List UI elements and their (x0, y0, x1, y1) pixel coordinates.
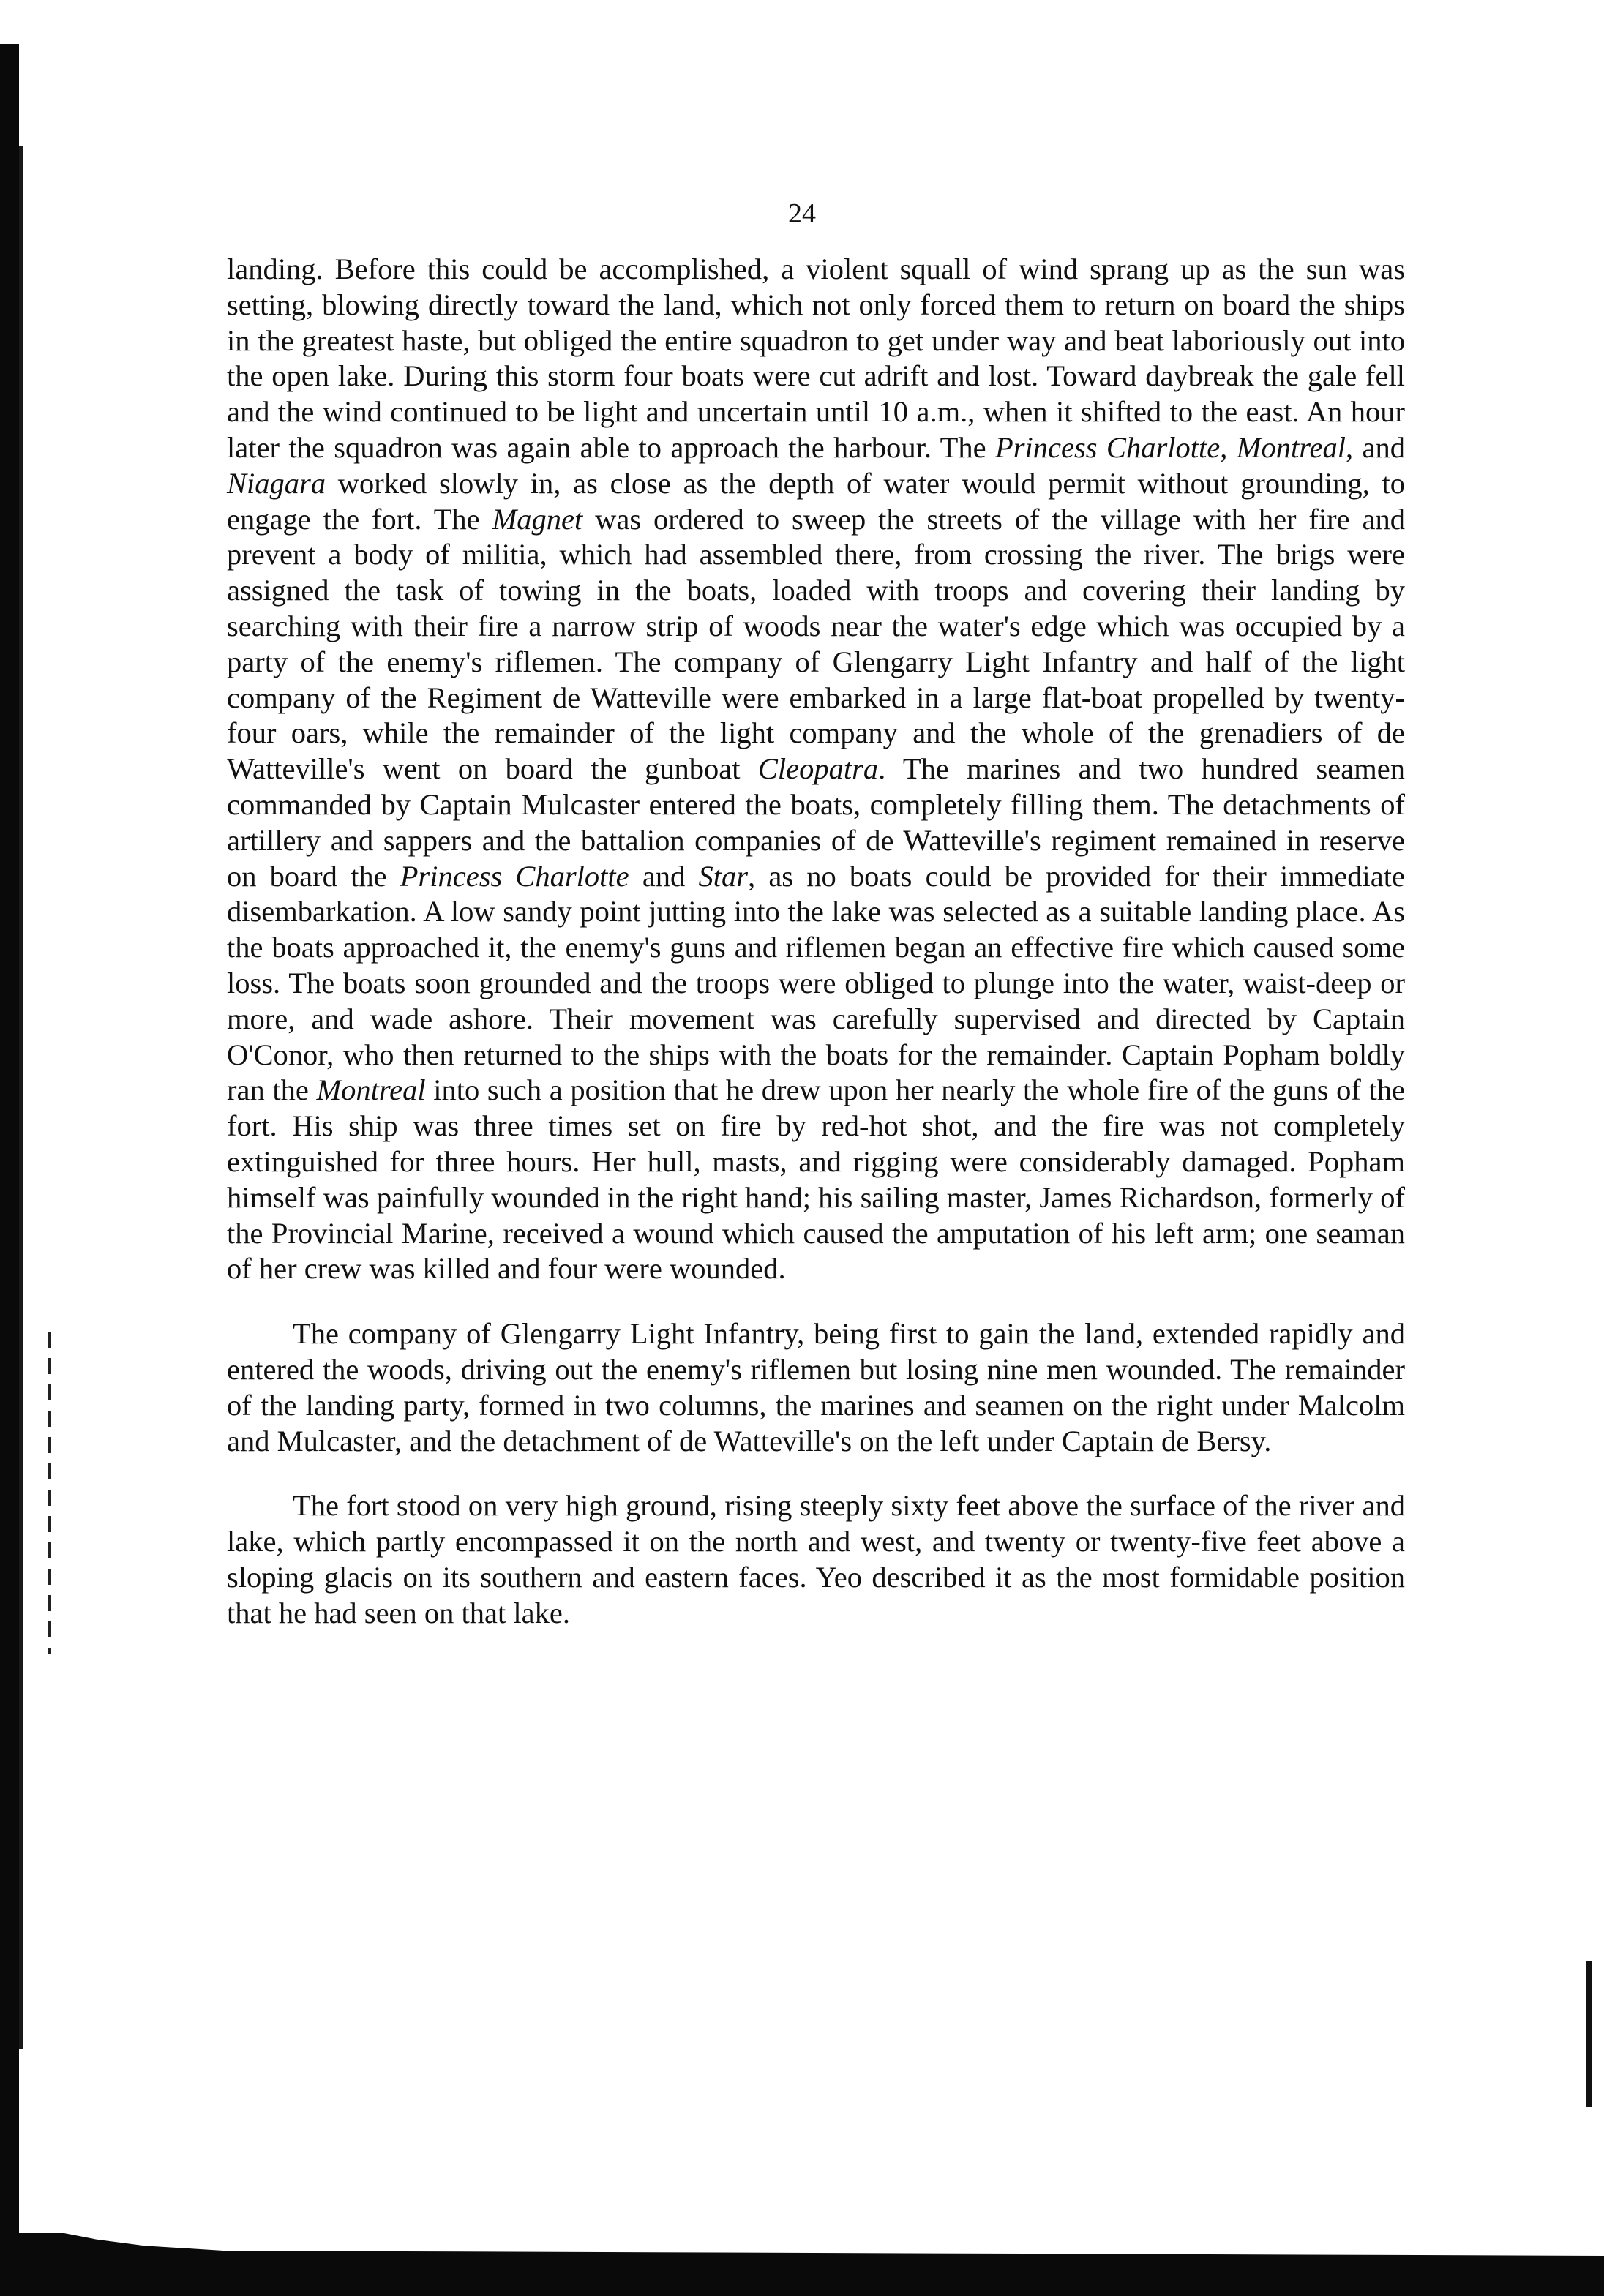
ship-name: Niagara (227, 466, 326, 500)
ship-name: Magnet (492, 502, 583, 536)
ship-name: Princess Charlotte (400, 859, 629, 893)
ship-name: Princess Charlotte (995, 430, 1221, 464)
text-run: landing. Before this could be accomplished, a violent squall of wind sprang up as the sun was setting, blowing directly toward the land, which not only forced them to return on board the ships in the greatest haste, but obliged the entire squadron to get under way and beat laboriously out into the open lake. During this storm four boats were cut adrift and lost. Toward daybreak the gale fell and the wind continued to be light and uncertain until 10 a.m., when it shifted to the east. An hour later the squadron was again able to approach the harbour. The (227, 252, 1405, 464)
text-run: worked slowly in, as close as the depth of water would permit without grounding, to engage the fort. The (227, 466, 1405, 536)
ship-name: Montreal (1236, 430, 1346, 464)
scan-border-bottom (0, 2233, 1604, 2296)
ship-name: Montreal (316, 1073, 426, 1107)
scan-mark-right (1586, 1961, 1592, 2107)
ship-name: Cleopatra (757, 752, 879, 786)
paragraph-2 (227, 1316, 1405, 1459)
text-run: . The marines and two hundred seamen commanded by Captain Mulcaster entered the boats, completely filling them. The detachments of artillery and sappers and the battalion companies of de Watteville's regiment remained in reserve on board the (227, 752, 1405, 893)
text-run: The fort stood on very high ground, rising steeply sixty feet above the surface of the river and lake, which partly encompassed it on the north and west, and twenty or twenty-five feet above a sloping glacis on its southern and eastern faces. Yeo described it as the most formidable position that he had seen on that lake. (227, 1489, 1405, 1629)
scan-border-left-inner (19, 146, 23, 2049)
scan-border-left (0, 44, 19, 2296)
scan-binding-marks (48, 1332, 51, 1654)
text-run: The company of Glengarry Light Infantry, being first to gain the land, extended rapidly and entered the woods, driving out the enemy's riflemen but losing nine men wounded. The remainder of the landing party, formed in two columns, the marines and seamen on the right under Malcolm and Mulcaster, and the detachment of de Watteville's on the left under Captain de Bersy. (227, 1317, 1405, 1457)
page-number: 24 (788, 198, 816, 229)
ship-name: Star (698, 859, 749, 893)
text-run: and (629, 859, 699, 893)
paragraph-1 (227, 252, 1405, 1287)
text-run: , and (1345, 430, 1405, 464)
paragraph-3 (227, 1488, 1405, 1631)
text-run: , as no boats could be provided for their immediate disembarkation. A low sandy point jutting into the lake was selected as a suitable landing place. As the boats approached it, the enemy's guns and riflemen began an effective fire which caused some loss. The boats soon grounded and the troops were obliged to plunge into the water, waist-deep or more, and wade ashore. Their movement was carefully supervised and directed by Captain O'Conor, who then returned to the ships with the boats for the remainder. Captain Popham boldly ran the (227, 859, 1406, 1107)
text-run: , (1220, 430, 1237, 464)
body-text (227, 252, 1405, 1631)
text-run: into such a position that he drew upon her nearly the whole fire of the guns of the fort. His ship was three times set on fire by red-hot shot, and the fire was not completely extinguished for three hours. Her hull, masts, and rigging were considerably damaged. Popham himself was painfully wounded in the right hand; his sailing master, James Richardson, formerly of the Provincial Marine, received a wound which caused the amputation of his left arm; one seaman of her crew was killed and four were wounded. (227, 1073, 1405, 1286)
text-run: was ordered to sweep the streets of the village with her fire and prevent a body of militia, which had assembled there, from crossing the river. The brigs were assigned the task of towing in the boats, loaded with troops and covering their landing by searching with their fire a narrow strip of woods near the water's edge which was occupied by a party of the enemy's riflemen. The company of Glengarry Light Infantry and half of the light company of the Regiment de Watteville were embarked in a large flat-boat propelled by twenty-four oars, while the remainder of the light company and the whole of the grenadiers of de Watteville's went on board the gunboat (227, 502, 1405, 786)
